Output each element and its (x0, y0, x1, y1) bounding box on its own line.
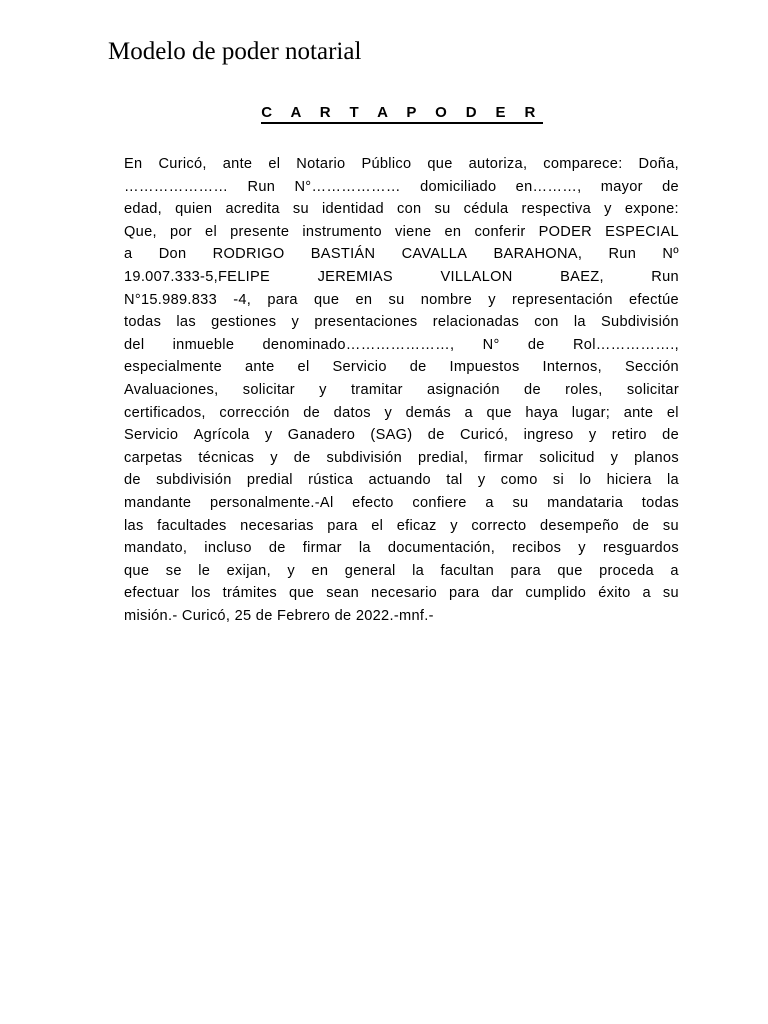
body-word: Que, (124, 223, 157, 240)
body-word: y (264, 427, 273, 444)
body-word: correcto (471, 517, 527, 534)
body-word: para (267, 291, 298, 308)
body-word: de (303, 404, 321, 421)
body-word: misión.- (124, 607, 178, 624)
body-word: su (512, 494, 529, 511)
body-word: Nº (662, 246, 679, 263)
body-line (124, 289, 679, 312)
body-word: y (488, 291, 496, 308)
body-word: ante (623, 404, 654, 421)
body-word: técnicas (198, 449, 255, 466)
body-word: su (292, 201, 309, 218)
body-word: exijan, (226, 562, 271, 579)
body-line (124, 560, 679, 583)
body-line (124, 605, 679, 628)
body-word: trámites (222, 585, 277, 602)
body-word: VILLALON (440, 268, 513, 285)
body-line (124, 198, 679, 221)
body-word: expone: (624, 201, 679, 218)
body-word: BARAHONA, (493, 246, 583, 263)
body-word: de (524, 381, 541, 398)
body-word: de (255, 607, 273, 624)
body-word: como (500, 472, 538, 489)
body-word: el (371, 517, 384, 534)
body-word: ESPECIAL (605, 223, 679, 240)
body-line (124, 582, 679, 605)
body-word: en………, (515, 178, 582, 195)
body-word: solicitar (626, 381, 679, 398)
body-word: para (510, 562, 541, 579)
body-word: BASTIÁN (310, 246, 376, 263)
body-word: N°15.989.833 (124, 291, 218, 308)
body-word: Público (361, 156, 412, 172)
body-word: a (464, 404, 473, 421)
body-word: los (191, 585, 211, 602)
body-word: que (427, 156, 453, 172)
body-word: a (485, 494, 494, 511)
body-word: éxito (598, 585, 631, 602)
body-word: actuando (368, 472, 431, 489)
body-word: y (270, 449, 278, 466)
body-word: en (355, 291, 373, 308)
body-word: la (412, 562, 425, 579)
body-word: y (450, 517, 458, 534)
body-word: para (327, 517, 358, 534)
body-word: tal (446, 472, 463, 489)
body-word: con (397, 201, 422, 218)
body-word: su (388, 291, 405, 308)
body-word: sean (326, 585, 360, 602)
body-word: que (288, 585, 315, 602)
body-word: mayor (600, 178, 643, 195)
body-word: mandante (124, 494, 192, 511)
body-word: Run (651, 268, 679, 285)
body-word: de (409, 359, 427, 376)
body-word: incluso (204, 540, 252, 557)
body-word: de (527, 336, 545, 353)
body-word: quien (175, 201, 213, 218)
body-word: Run (608, 246, 637, 263)
body-word: edad, (124, 201, 163, 218)
body-word: cumplido (525, 585, 587, 602)
body-word: ingreso (523, 427, 574, 444)
body-line (124, 424, 679, 447)
body-word: las (124, 517, 144, 534)
body-word: de (632, 517, 650, 534)
body-word: Doña, (638, 156, 679, 172)
body-word: ………………… (124, 178, 229, 195)
body-word: Ganadero (287, 427, 356, 444)
body-line (124, 266, 679, 289)
body-word: planos (634, 449, 679, 466)
body-word: certificados, (124, 404, 206, 421)
body-word: si (552, 472, 565, 489)
body-word: mandataria (547, 494, 624, 511)
body-word: 2022.-mnf.- (355, 607, 434, 624)
body-word: las (176, 314, 196, 331)
body-word: facultades (157, 517, 227, 534)
body-word: identidad (321, 201, 384, 218)
body-word: en (311, 562, 329, 579)
body-word: y (610, 449, 619, 466)
body-word: instrumento (302, 223, 382, 240)
document-title: C A R T A P O D E R (261, 104, 542, 124)
body-word: Rol……………., (572, 336, 679, 353)
body-word: Avaluaciones, (124, 381, 219, 398)
body-word: domiciliado (420, 178, 497, 195)
body-word: todas (124, 314, 162, 331)
body-word: con (534, 314, 559, 331)
body-word: su (662, 517, 679, 534)
body-word: gestiones (211, 314, 277, 331)
body-word: para (449, 585, 480, 602)
body-word: firmar (484, 449, 524, 466)
body-word: Febrero (277, 607, 331, 624)
body-word: especialmente (124, 359, 223, 376)
body-word: todas (641, 494, 679, 511)
body-word: denominado…………………, (262, 336, 455, 353)
body-word: asignación (427, 381, 500, 398)
body-word: mandato, (124, 540, 188, 557)
body-word: que (313, 291, 340, 308)
body-word: CAVALLA (401, 246, 468, 263)
body-word: Subdivisión (601, 314, 679, 331)
body-word: datos (333, 404, 371, 421)
body-word: acredita (225, 201, 280, 218)
body-word: necesarias (240, 517, 314, 534)
body-word: que (557, 562, 583, 579)
body-word: Don (158, 246, 187, 263)
body-word: lo (579, 472, 592, 489)
body-word: desempeño (539, 517, 619, 534)
body-word: BAEZ, (560, 268, 604, 285)
body-word: subdivisión (156, 472, 232, 489)
body-word: comparece: (543, 156, 623, 172)
body-word: y (287, 562, 296, 579)
body-word: retiro (611, 427, 647, 444)
body-word: a (670, 562, 679, 579)
body-word: general (344, 562, 396, 579)
document-title-wrap (0, 104, 768, 121)
body-word: y (578, 540, 586, 557)
body-line (124, 243, 679, 266)
body-word: presentaciones (314, 314, 418, 331)
body-line (124, 537, 679, 560)
body-word: y (384, 404, 393, 421)
document-body (124, 153, 679, 627)
body-word: demás (405, 404, 451, 421)
body-word: de (124, 472, 141, 489)
body-line (124, 515, 679, 538)
body-word: 19.007.333-5,FELIPE (124, 268, 271, 285)
body-line (124, 402, 679, 425)
body-word: firmar (302, 540, 342, 557)
body-word: nombre (420, 291, 472, 308)
body-word: Servicio (124, 427, 179, 444)
body-word: representación (512, 291, 613, 308)
body-word: tramitar (350, 381, 403, 398)
body-word: predial, (417, 449, 469, 466)
body-word: Internos, (542, 359, 602, 376)
body-word: conferir (474, 223, 526, 240)
body-word: dar (491, 585, 514, 602)
body-word: Curicó, (158, 156, 207, 172)
body-line (124, 311, 679, 334)
body-word: el (297, 359, 310, 376)
body-word: N° (482, 336, 500, 353)
body-word: rústica (308, 472, 354, 489)
body-line (124, 356, 679, 379)
body-word: a (642, 585, 651, 602)
body-word: respectiva (521, 201, 592, 218)
body-word: subdivisión (326, 449, 403, 466)
body-word: y (588, 427, 597, 444)
body-word: En (124, 156, 143, 172)
body-word: N°……………… (294, 178, 401, 195)
body-word: personalmente.-Al (209, 494, 334, 511)
body-word: Sección (624, 359, 679, 376)
body-word: PODER (538, 223, 593, 240)
body-word: resguardos (602, 540, 679, 557)
body-word: de (268, 540, 286, 557)
body-word: lugar; (571, 404, 611, 421)
body-word: documentación, (387, 540, 496, 557)
body-word: el (268, 156, 281, 172)
body-word: solicitud (539, 449, 595, 466)
body-word: haya (525, 404, 559, 421)
body-word: de (662, 178, 679, 195)
body-word: el (666, 404, 679, 421)
body-word: y (319, 381, 327, 398)
body-word: la (358, 540, 371, 557)
body-word: (SAG) (370, 427, 413, 444)
body-word: confiere (412, 494, 467, 511)
body-word: autoriza, (468, 156, 528, 172)
body-word: y (477, 472, 486, 489)
body-word: de (662, 427, 679, 444)
body-word: Run (247, 178, 276, 195)
body-line (124, 469, 679, 492)
body-word: necesario (371, 585, 438, 602)
body-word: su (434, 201, 451, 218)
body-line (124, 447, 679, 470)
body-word: ante (222, 156, 253, 172)
body-line (124, 221, 679, 244)
body-word: de (334, 607, 352, 624)
body-word: efectúe (628, 291, 679, 308)
body-word: ante (244, 359, 275, 376)
body-line (124, 379, 679, 402)
body-line (124, 334, 679, 357)
body-word: Notario (296, 156, 346, 172)
body-word: presente (230, 223, 290, 240)
body-word: facultan (440, 562, 495, 579)
body-word: de (427, 427, 445, 444)
body-line (124, 176, 679, 199)
body-word: proceda (599, 562, 654, 579)
body-word: viene (395, 223, 432, 240)
body-line (124, 153, 679, 176)
body-word: 25 (234, 607, 252, 624)
body-word: relacionadas (432, 314, 520, 331)
body-word: Curicó, (459, 427, 509, 444)
body-word: carpetas (124, 449, 183, 466)
body-word: le (198, 562, 211, 579)
body-word: se (165, 562, 182, 579)
body-word: Servicio (332, 359, 387, 376)
body-word: y (604, 201, 612, 218)
body-word: eficaz (396, 517, 437, 534)
body-word: efecto (352, 494, 394, 511)
body-word: Agrícola (193, 427, 250, 444)
body-word: que (486, 404, 512, 421)
body-word: corrección (219, 404, 290, 421)
body-word: en (444, 223, 462, 240)
body-word: cédula (463, 201, 509, 218)
document-heading: Modelo de poder notarial (108, 38, 362, 65)
body-word: -4, (233, 291, 252, 308)
body-word: recibos (512, 540, 562, 557)
body-word: roles, (565, 381, 603, 398)
body-word: Curicó, (181, 607, 231, 624)
body-word: hiciera (606, 472, 652, 489)
body-word: Impuestos (449, 359, 520, 376)
body-word: del (124, 336, 145, 353)
body-word: por (169, 223, 192, 240)
body-word: predial (246, 472, 293, 489)
body-word: de (293, 449, 311, 466)
body-word: y (291, 314, 300, 331)
body-word: el (205, 223, 217, 240)
body-line (124, 492, 679, 515)
body-word: la (573, 314, 586, 331)
body-word: inmueble (172, 336, 235, 353)
body-word: su (662, 585, 679, 602)
body-word: solicitar (242, 381, 295, 398)
body-word: JEREMIAS (317, 268, 393, 285)
body-word: a (124, 246, 133, 263)
body-word: la (666, 472, 679, 489)
body-word: efectuar (124, 585, 180, 602)
body-word: RODRIGO (212, 246, 285, 263)
body-word: que (124, 562, 150, 579)
